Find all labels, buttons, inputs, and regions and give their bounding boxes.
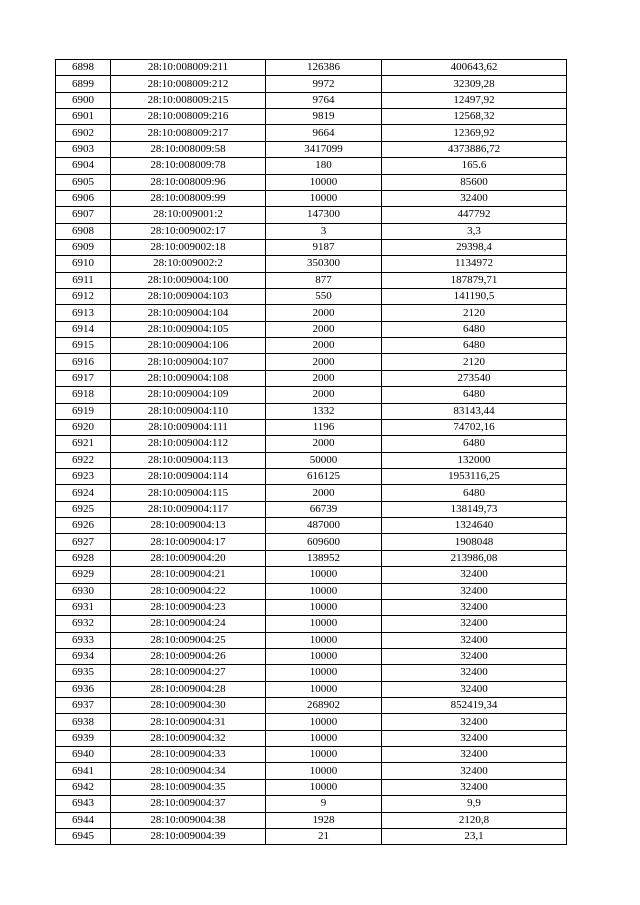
area-cell: 180: [266, 158, 382, 174]
value-cell: 6480: [382, 485, 567, 501]
value-cell: 2120: [382, 305, 567, 321]
row-number-cell: 6917: [56, 370, 111, 386]
cadastral-number-cell: 28:10:008009:217: [111, 125, 266, 141]
value-cell: 32400: [382, 190, 567, 206]
row-number-cell: 6941: [56, 763, 111, 779]
value-cell: 9,9: [382, 796, 567, 812]
area-cell: 10000: [266, 632, 382, 648]
cadastral-number-cell: 28:10:009004:113: [111, 452, 266, 468]
table-row: [56, 354, 567, 370]
cadastral-number-cell: 28:10:009004:26: [111, 648, 266, 664]
table-row: [56, 370, 567, 386]
area-cell: 9187: [266, 239, 382, 255]
area-cell: 21: [266, 828, 382, 844]
area-cell: 1928: [266, 812, 382, 828]
value-cell: 6480: [382, 338, 567, 354]
table-row: [56, 223, 567, 239]
cadastral-number-cell: 28:10:009004:107: [111, 354, 266, 370]
value-cell: 3,3: [382, 223, 567, 239]
row-number-cell: 6934: [56, 648, 111, 664]
value-cell: 447792: [382, 207, 567, 223]
table-row: [56, 599, 567, 615]
cadastral-number-cell: 28:10:009002:18: [111, 239, 266, 255]
area-cell: 10000: [266, 665, 382, 681]
cadastral-number-cell: 28:10:009004:115: [111, 485, 266, 501]
value-cell: 12497,92: [382, 92, 567, 108]
value-cell: 32400: [382, 583, 567, 599]
table-row: [56, 338, 567, 354]
area-cell: 10000: [266, 583, 382, 599]
area-cell: 126386: [266, 60, 382, 76]
table-row: [56, 828, 567, 844]
cadastral-number-cell: 28:10:009004:114: [111, 468, 266, 484]
table-row: [56, 616, 567, 632]
cadastral-number-cell: 28:10:009004:31: [111, 714, 266, 730]
row-number-cell: 6937: [56, 698, 111, 714]
area-cell: 2000: [266, 354, 382, 370]
table-row: [56, 92, 567, 108]
table-row: [56, 730, 567, 746]
row-number-cell: 6936: [56, 681, 111, 697]
table-row: [56, 141, 567, 157]
cadastral-number-cell: 28:10:009004:32: [111, 730, 266, 746]
table-row: [56, 190, 567, 206]
row-number-cell: 6922: [56, 452, 111, 468]
area-cell: 10000: [266, 616, 382, 632]
value-cell: 23,1: [382, 828, 567, 844]
cadastral-number-cell: 28:10:009004:103: [111, 289, 266, 305]
table-row: [56, 158, 567, 174]
area-cell: 1332: [266, 403, 382, 419]
table-row: [56, 76, 567, 92]
row-number-cell: 6944: [56, 812, 111, 828]
value-cell: 32400: [382, 599, 567, 615]
cadastral-number-cell: 28:10:008009:58: [111, 141, 266, 157]
value-cell: 6480: [382, 321, 567, 337]
cadastral-number-cell: 28:10:009004:24: [111, 616, 266, 632]
table-row: [56, 501, 567, 517]
cadastral-number-cell: 28:10:009004:37: [111, 796, 266, 812]
cadastral-number-cell: 28:10:009004:35: [111, 779, 266, 795]
table-row: [56, 403, 567, 419]
table-row: [56, 419, 567, 435]
area-cell: 9972: [266, 76, 382, 92]
value-cell: 32400: [382, 779, 567, 795]
cadastral-number-cell: 28:10:009004:30: [111, 698, 266, 714]
cadastral-number-cell: 28:10:009004:106: [111, 338, 266, 354]
value-cell: 32400: [382, 665, 567, 681]
row-number-cell: 6914: [56, 321, 111, 337]
area-cell: 147300: [266, 207, 382, 223]
table-row: [56, 632, 567, 648]
area-cell: 609600: [266, 534, 382, 550]
table-row: [56, 779, 567, 795]
row-number-cell: 6903: [56, 141, 111, 157]
value-cell: 1908048: [382, 534, 567, 550]
value-cell: 1134972: [382, 256, 567, 272]
table-row: [56, 583, 567, 599]
row-number-cell: 6915: [56, 338, 111, 354]
area-cell: 10000: [266, 763, 382, 779]
cadastral-number-cell: 28:10:009004:21: [111, 567, 266, 583]
value-cell: 74702,16: [382, 419, 567, 435]
cadastral-number-cell: 28:10:009004:33: [111, 747, 266, 763]
cadastral-number-cell: 28:10:008009:215: [111, 92, 266, 108]
row-number-cell: 6932: [56, 616, 111, 632]
table-row: [56, 518, 567, 534]
area-cell: 877: [266, 272, 382, 288]
cadastral-number-cell: 28:10:009004:104: [111, 305, 266, 321]
cadastral-number-cell: 28:10:009004:110: [111, 403, 266, 419]
value-cell: 32400: [382, 763, 567, 779]
row-number-cell: 6904: [56, 158, 111, 174]
cadastral-number-cell: 28:10:009004:111: [111, 419, 266, 435]
table-row: [56, 207, 567, 223]
cadastral-number-cell: 28:10:009002:2: [111, 256, 266, 272]
area-cell: 10000: [266, 174, 382, 190]
row-number-cell: 6933: [56, 632, 111, 648]
area-cell: 3: [266, 223, 382, 239]
cadastral-number-cell: 28:10:009004:23: [111, 599, 266, 615]
table-row: [56, 648, 567, 664]
value-cell: 2120: [382, 354, 567, 370]
table-row: [56, 714, 567, 730]
value-cell: 32400: [382, 714, 567, 730]
area-cell: 138952: [266, 550, 382, 566]
value-cell: 83143,44: [382, 403, 567, 419]
value-cell: 213986,08: [382, 550, 567, 566]
cadastral-number-cell: 28:10:009004:112: [111, 436, 266, 452]
table-row: [56, 125, 567, 141]
cadastral-number-cell: 28:10:008009:96: [111, 174, 266, 190]
row-number-cell: 6916: [56, 354, 111, 370]
row-number-cell: 6913: [56, 305, 111, 321]
value-cell: 12369,92: [382, 125, 567, 141]
table-row: [56, 436, 567, 452]
row-number-cell: 6926: [56, 518, 111, 534]
cadastral-number-cell: 28:10:009004:109: [111, 387, 266, 403]
area-cell: 1196: [266, 419, 382, 435]
row-number-cell: 6928: [56, 550, 111, 566]
table-row: [56, 812, 567, 828]
value-cell: 165.6: [382, 158, 567, 174]
area-cell: 10000: [266, 599, 382, 615]
value-cell: 29398,4: [382, 239, 567, 255]
row-number-cell: 6901: [56, 109, 111, 125]
value-cell: 32400: [382, 730, 567, 746]
row-number-cell: 6939: [56, 730, 111, 746]
cadastral-number-cell: 28:10:009004:20: [111, 550, 266, 566]
table-row: [56, 665, 567, 681]
row-number-cell: 6920: [56, 419, 111, 435]
table-row: [56, 305, 567, 321]
value-cell: 32400: [382, 648, 567, 664]
row-number-cell: 6935: [56, 665, 111, 681]
area-cell: 10000: [266, 190, 382, 206]
table-row: [56, 321, 567, 337]
cadastral-number-cell: 28:10:009002:17: [111, 223, 266, 239]
table-row: [56, 256, 567, 272]
row-number-cell: 6908: [56, 223, 111, 239]
row-number-cell: 6923: [56, 468, 111, 484]
value-cell: 4373886,72: [382, 141, 567, 157]
area-cell: 9764: [266, 92, 382, 108]
row-number-cell: 6929: [56, 567, 111, 583]
row-number-cell: 6931: [56, 599, 111, 615]
area-cell: 2000: [266, 436, 382, 452]
value-cell: 1324640: [382, 518, 567, 534]
area-cell: 2000: [266, 305, 382, 321]
table-row: [56, 796, 567, 812]
cadastral-number-cell: 28:10:009004:27: [111, 665, 266, 681]
area-cell: 268902: [266, 698, 382, 714]
value-cell: 400643,62: [382, 60, 567, 76]
cadastral-number-cell: 28:10:009004:25: [111, 632, 266, 648]
cadastral-number-cell: 28:10:008009:216: [111, 109, 266, 125]
cadastral-number-cell: 28:10:009004:38: [111, 812, 266, 828]
cadastral-number-cell: 28:10:009004:39: [111, 828, 266, 844]
table-row: [56, 239, 567, 255]
row-number-cell: 6921: [56, 436, 111, 452]
area-cell: 10000: [266, 779, 382, 795]
cadastral-number-cell: 28:10:008009:212: [111, 76, 266, 92]
area-cell: 66739: [266, 501, 382, 517]
row-number-cell: 6938: [56, 714, 111, 730]
value-cell: 141190,5: [382, 289, 567, 305]
row-number-cell: 6911: [56, 272, 111, 288]
table-row: [56, 60, 567, 76]
value-cell: 12568,32: [382, 109, 567, 125]
row-number-cell: 6925: [56, 501, 111, 517]
value-cell: 273540: [382, 370, 567, 386]
cadastral-number-cell: 28:10:009004:100: [111, 272, 266, 288]
area-cell: 10000: [266, 714, 382, 730]
row-number-cell: 6918: [56, 387, 111, 403]
area-cell: 550: [266, 289, 382, 305]
cadastral-number-cell: 28:10:009004:34: [111, 763, 266, 779]
cadastral-number-cell: 28:10:008009:211: [111, 60, 266, 76]
area-cell: 350300: [266, 256, 382, 272]
value-cell: 2120,8: [382, 812, 567, 828]
row-number-cell: 6910: [56, 256, 111, 272]
area-cell: 487000: [266, 518, 382, 534]
row-number-cell: 6940: [56, 747, 111, 763]
row-number-cell: 6919: [56, 403, 111, 419]
table-row: [56, 567, 567, 583]
cadastral-number-cell: 28:10:009004:22: [111, 583, 266, 599]
value-cell: 6480: [382, 387, 567, 403]
row-number-cell: 6899: [56, 76, 111, 92]
area-cell: 2000: [266, 387, 382, 403]
table-row: [56, 681, 567, 697]
row-number-cell: 6912: [56, 289, 111, 305]
area-cell: 2000: [266, 370, 382, 386]
row-number-cell: 6907: [56, 207, 111, 223]
area-cell: 10000: [266, 730, 382, 746]
cadastral-number-cell: 28:10:009004:28: [111, 681, 266, 697]
value-cell: 32400: [382, 747, 567, 763]
table-row: [56, 747, 567, 763]
row-number-cell: 6927: [56, 534, 111, 550]
value-cell: 6480: [382, 436, 567, 452]
cadastral-number-cell: 28:10:009004:13: [111, 518, 266, 534]
table-row: [56, 272, 567, 288]
cadastral-number-cell: 28:10:009004:105: [111, 321, 266, 337]
table-row: [56, 698, 567, 714]
table-row: [56, 387, 567, 403]
value-cell: 32400: [382, 567, 567, 583]
value-cell: 132000: [382, 452, 567, 468]
row-number-cell: 6942: [56, 779, 111, 795]
area-cell: 10000: [266, 681, 382, 697]
area-cell: 9664: [266, 125, 382, 141]
area-cell: 50000: [266, 452, 382, 468]
area-cell: 2000: [266, 485, 382, 501]
row-number-cell: 6898: [56, 60, 111, 76]
table-row: [56, 485, 567, 501]
value-cell: 138149,73: [382, 501, 567, 517]
cadastral-number-cell: 28:10:008009:99: [111, 190, 266, 206]
row-number-cell: 6943: [56, 796, 111, 812]
data-table: [55, 59, 567, 845]
row-number-cell: 6930: [56, 583, 111, 599]
area-cell: 9: [266, 796, 382, 812]
table-row: [56, 452, 567, 468]
table-row: [56, 289, 567, 305]
value-cell: 32400: [382, 632, 567, 648]
row-number-cell: 6902: [56, 125, 111, 141]
value-cell: 852419,34: [382, 698, 567, 714]
value-cell: 32400: [382, 681, 567, 697]
cadastral-number-cell: 28:10:009004:17: [111, 534, 266, 550]
table-body: [56, 60, 567, 845]
value-cell: 1953116,25: [382, 468, 567, 484]
cadastral-number-cell: 28:10:009004:117: [111, 501, 266, 517]
table-row: [56, 534, 567, 550]
area-cell: 2000: [266, 338, 382, 354]
table-row: [56, 109, 567, 125]
value-cell: 187879,71: [382, 272, 567, 288]
row-number-cell: 6900: [56, 92, 111, 108]
area-cell: 3417099: [266, 141, 382, 157]
row-number-cell: 6924: [56, 485, 111, 501]
table-row: [56, 763, 567, 779]
cadastral-number-cell: 28:10:008009:78: [111, 158, 266, 174]
cadastral-number-cell: 28:10:009004:108: [111, 370, 266, 386]
value-cell: 32400: [382, 616, 567, 632]
value-cell: 85600: [382, 174, 567, 190]
area-cell: 616125: [266, 468, 382, 484]
table-row: [56, 174, 567, 190]
table-row: [56, 550, 567, 566]
area-cell: 9819: [266, 109, 382, 125]
row-number-cell: 6945: [56, 828, 111, 844]
area-cell: 10000: [266, 648, 382, 664]
cadastral-number-cell: 28:10:009001:2: [111, 207, 266, 223]
table-row: [56, 468, 567, 484]
area-cell: 10000: [266, 567, 382, 583]
area-cell: 10000: [266, 747, 382, 763]
area-cell: 2000: [266, 321, 382, 337]
value-cell: 32309,28: [382, 76, 567, 92]
row-number-cell: 6905: [56, 174, 111, 190]
row-number-cell: 6906: [56, 190, 111, 206]
row-number-cell: 6909: [56, 239, 111, 255]
